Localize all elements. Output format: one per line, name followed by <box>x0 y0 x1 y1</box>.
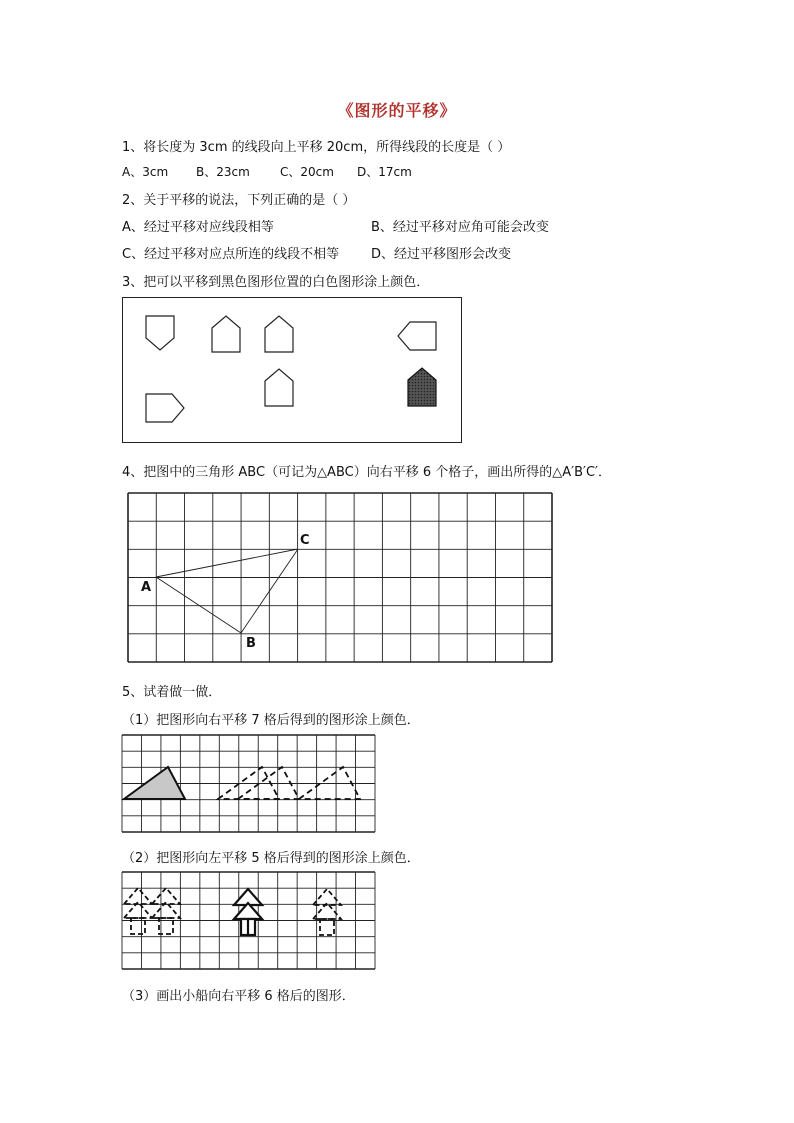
q3-text: 3、把可以平移到黑色图形位置的白色图形涂上颜色． <box>122 275 430 290</box>
q2-text: 2、关于平移的说法，下列正确的是（ ） <box>122 193 356 208</box>
label-c: C <box>300 533 310 548</box>
q5-text: 5、试着做一做． <box>122 685 222 700</box>
q2-option-a[interactable]: A、经过平移对应线段相等 <box>122 220 274 235</box>
q5-sub2: （2）把图形向左平移 5 格后得到的图形涂上颜色． <box>122 851 420 866</box>
q5-sub1: （1）把图形向右平移 7 格后得到的图形涂上颜色． <box>122 713 420 728</box>
q2-option-d[interactable]: D、经过平移图形会改变 <box>371 247 512 262</box>
dashed-tree-1[interactable] <box>124 888 152 934</box>
q1-option-b[interactable]: B、23cm <box>196 165 250 179</box>
q1-text: 1、将长度为 3cm 的线段向上平移 20cm，所得线段的长度是（ ） <box>122 140 511 155</box>
label-a: A <box>141 580 152 595</box>
q1-option-c[interactable]: C、20cm <box>280 165 334 179</box>
q5-sub3: （3）画出小船向右平移 6 格后的图形． <box>122 989 355 1004</box>
dashed-tree-2[interactable] <box>152 888 180 934</box>
q4-text: 4、把图中的三角形 ABC（可记为△ABC）向右平移 6 个格子，画出所得的△A′B′C′． <box>122 465 611 480</box>
q1-option-d[interactable]: D、17cm <box>357 165 412 179</box>
q2-option-c[interactable]: C、经过平移对应点所连的线段不相等 <box>122 247 340 262</box>
dashed-tree-3[interactable] <box>313 889 341 935</box>
q1-option-a[interactable]: A、3cm <box>122 165 169 179</box>
page-title: 《图形的平移》 <box>337 101 457 120</box>
original-tree <box>234 889 262 935</box>
label-b: B <box>246 636 256 651</box>
q2-option-b[interactable]: B、经过平移对应角可能会改变 <box>371 220 549 235</box>
